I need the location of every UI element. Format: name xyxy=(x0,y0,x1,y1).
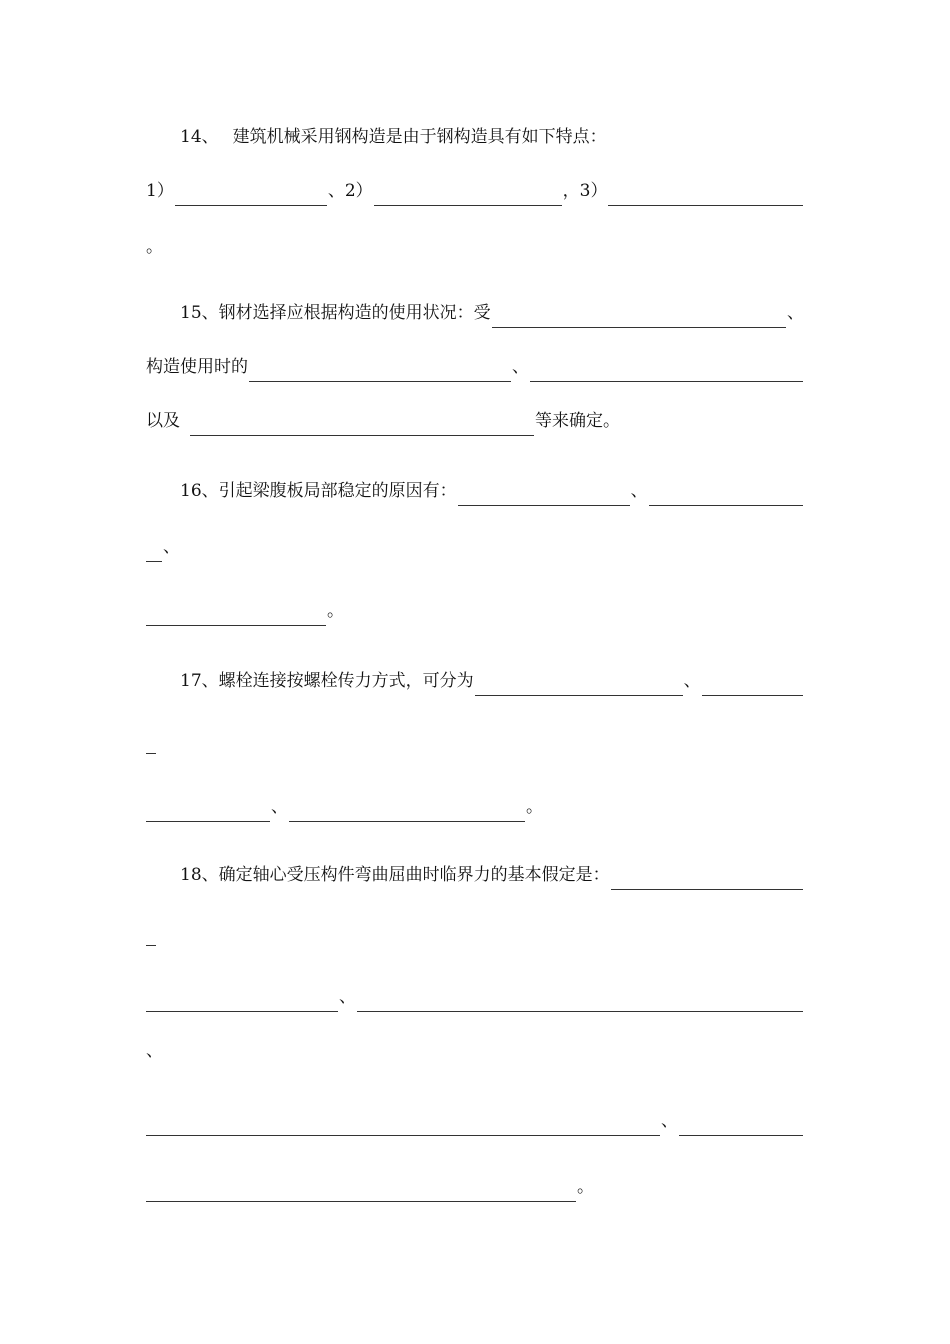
question-14-line-2 xyxy=(146,176,804,206)
question-17-end: 。 xyxy=(526,797,543,817)
question-17-blank-4[interactable] xyxy=(289,799,525,822)
question-16-blank-1[interactable] xyxy=(458,483,630,506)
question-18-line-4 xyxy=(146,1036,804,1066)
question-15-blank-1[interactable] xyxy=(492,305,786,328)
question-14-item-3-label: ，3） xyxy=(562,181,608,201)
question-14-text: 建筑机械采用钢构造是由于钢构造具有如下特点： xyxy=(232,127,607,147)
question-17-blank-1[interactable] xyxy=(475,673,683,696)
question-14-blank-1[interactable] xyxy=(175,183,327,206)
question-18-blank-1[interactable] xyxy=(611,867,803,890)
question-17-line-2 xyxy=(146,724,804,754)
question-14-number: 14、 xyxy=(180,127,219,147)
question-18-line-3 xyxy=(146,982,804,1012)
question-14-item-2-label: 、2） xyxy=(327,181,373,201)
question-18-blank-4[interactable] xyxy=(146,1113,660,1136)
question-18-blank-3[interactable] xyxy=(357,989,803,1012)
question-16-sep-2: 、 xyxy=(163,537,180,557)
question-18-blank-1-continued[interactable] xyxy=(146,923,156,946)
question-16-sep-1: 、 xyxy=(630,481,648,501)
question-18-line-5 xyxy=(146,1106,804,1136)
question-15-sep-2: 、 xyxy=(512,357,529,377)
question-15-line-2-start: 构造使用时的 xyxy=(146,357,248,377)
question-15-line-3-start: 以及 xyxy=(146,411,180,431)
question-18-sep-3: 、 xyxy=(661,1111,678,1131)
question-15-sep-1: 、 xyxy=(787,303,804,323)
question-16-blank-3[interactable] xyxy=(146,603,326,626)
question-18-end: 。 xyxy=(577,1177,594,1197)
question-17-lead: 17、螺栓连接按螺栓传力方式，可分为 xyxy=(180,671,474,691)
question-17-blank-2-continued[interactable] xyxy=(146,731,156,754)
question-16-line-3 xyxy=(146,596,804,626)
question-15-line-3 xyxy=(146,406,804,436)
question-17-sep-2: 、 xyxy=(271,797,288,817)
question-14-end: 。 xyxy=(146,237,163,257)
question-17-sep-1: 、 xyxy=(683,671,701,691)
question-15-blank-3[interactable] xyxy=(530,359,803,382)
question-16-line-1 xyxy=(146,476,804,506)
question-18-lead: 18、确定轴心受压构件弯曲屈曲时临界力的基本假定是： xyxy=(180,865,610,885)
question-16-lead: 16、引起梁腹板局部稳定的原因有： xyxy=(180,481,457,501)
question-17-blank-3[interactable] xyxy=(146,799,270,822)
question-18-sep-1: 、 xyxy=(339,987,356,1007)
question-17-blank-2[interactable] xyxy=(702,673,803,696)
question-15-line-3-end: 等来确定。 xyxy=(535,411,620,431)
question-14-item-1-label: 1） xyxy=(146,181,174,201)
question-18-sep-2: 、 xyxy=(146,1041,163,1061)
question-15-blank-2[interactable] xyxy=(249,359,511,382)
question-16-blank-2-continued[interactable] xyxy=(146,539,162,562)
question-15-blank-4[interactable] xyxy=(190,413,534,436)
question-15-lead: 15、钢材选择应根据构造的使用状况：受 xyxy=(180,303,491,323)
question-17-line-1 xyxy=(146,666,804,696)
question-14-blank-3[interactable] xyxy=(608,183,803,206)
question-15-line-2 xyxy=(146,352,804,382)
question-16-line-2 xyxy=(146,532,804,562)
question-14-blank-2[interactable] xyxy=(374,183,562,206)
question-18-blank-2[interactable] xyxy=(146,989,338,1012)
question-18-blank-6[interactable] xyxy=(146,1179,576,1202)
question-14-line-3 xyxy=(146,232,804,262)
question-16-end: 。 xyxy=(327,601,344,621)
question-16-blank-2[interactable] xyxy=(649,483,803,506)
question-17-line-3 xyxy=(146,792,804,822)
question-18-line-6 xyxy=(146,1172,804,1202)
question-18-line-1 xyxy=(146,860,804,890)
question-15-line-1 xyxy=(146,298,804,328)
question-18-blank-5[interactable] xyxy=(679,1113,803,1136)
question-18-line-2 xyxy=(146,916,804,946)
question-14-line-1 xyxy=(146,122,804,152)
